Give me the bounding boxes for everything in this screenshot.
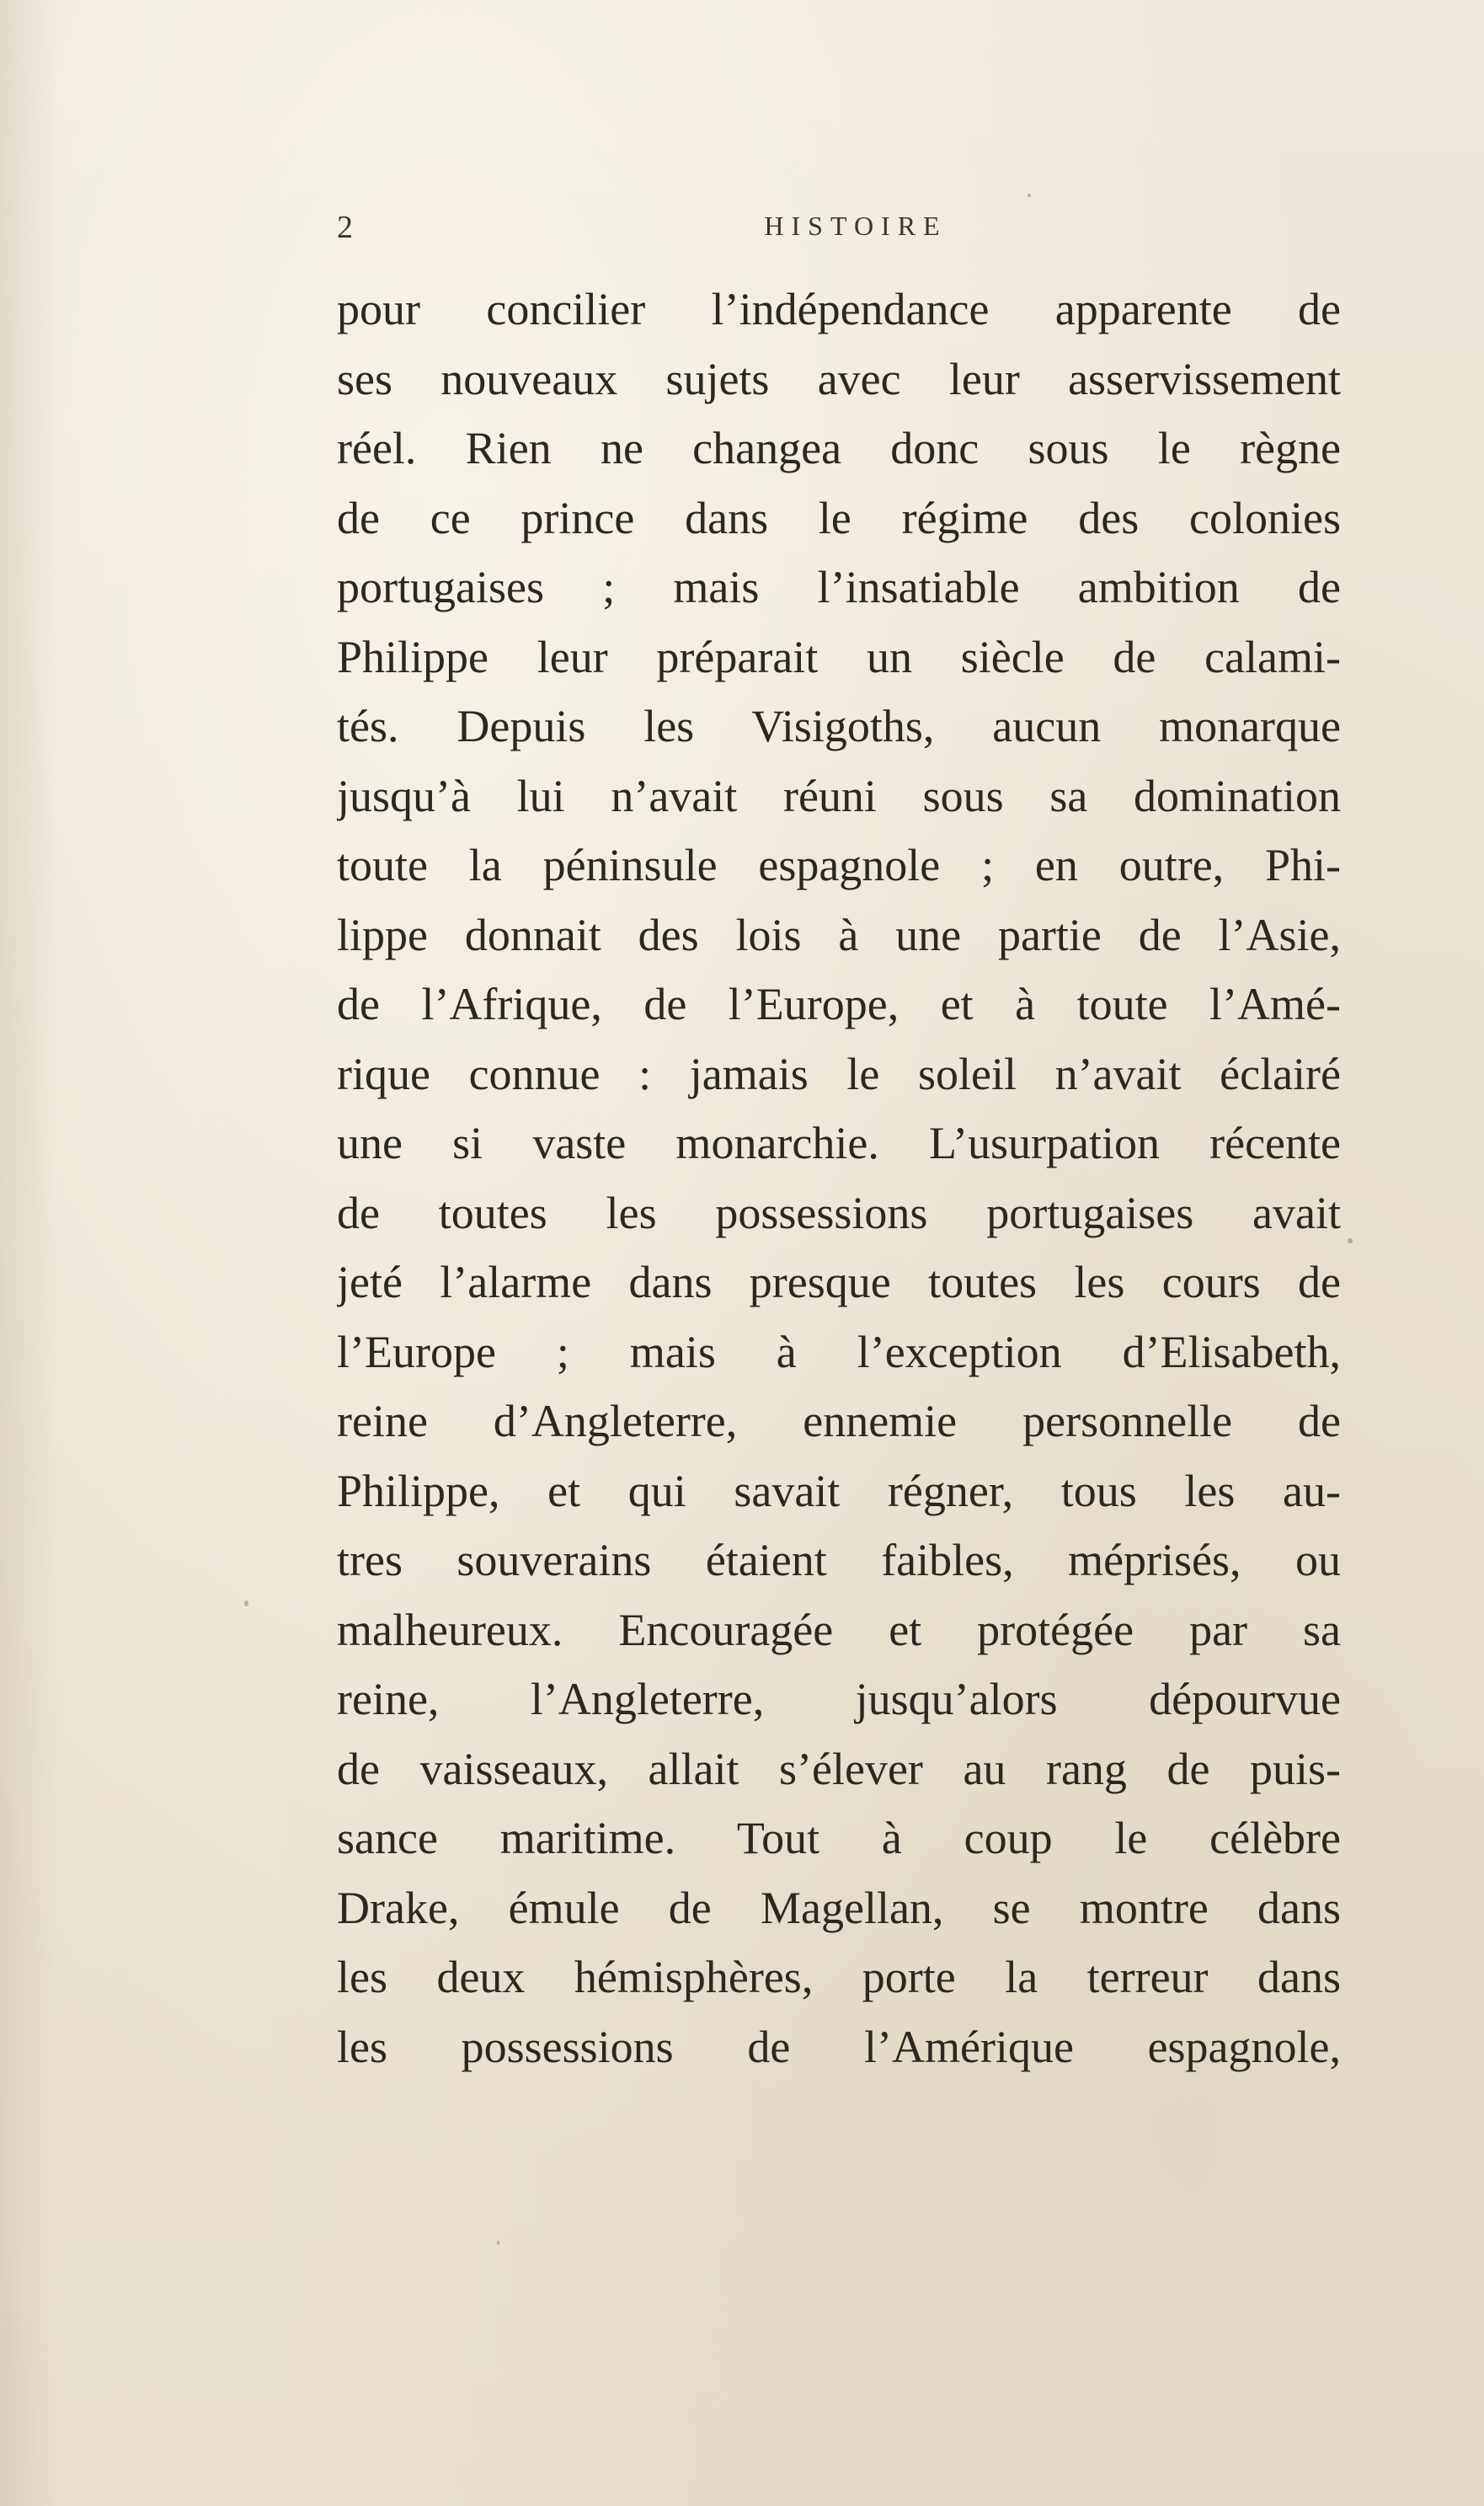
text-line: une si vaste monarchie. L’usurpation récente <box>337 1118 1341 1168</box>
text-line: rique connue : jamais le soleil n’avait éclairé <box>337 1048 1341 1099</box>
body-text <box>337 275 1341 2081</box>
paper-speck <box>244 1600 248 1606</box>
text-line: malheureux. Encouragée et protégée par sa <box>337 1604 1341 1655</box>
text-line: Drake, émule de Magellan, se montre dans <box>337 1882 1341 1933</box>
text-line: les possessions de l’Amérique espagnole, <box>337 2021 1341 2072</box>
running-title: HISTOIRE <box>764 211 948 241</box>
text-line: reine d’Angleterre, ennemie personnelle de <box>337 1396 1341 1446</box>
text-line: toute la péninsule espagnole ; en outre, Phi- <box>337 840 1341 890</box>
text-line: pour concilier l’indépendance apparente de <box>337 284 1341 334</box>
text-line: l’Europe ; mais à l’exception d’Elisabeth, <box>337 1326 1341 1377</box>
text-line: de toutes les possessions portugaises avait <box>337 1187 1341 1238</box>
running-head <box>337 209 1341 251</box>
text-line: Philippe leur préparait un siècle de calami- <box>337 631 1341 682</box>
paper-speck <box>497 2241 499 2245</box>
text-line: reine, l’Angleterre, jusqu’alors dépourvue <box>337 1674 1341 1724</box>
text-line: sance maritime. Tout à coup le célèbre <box>337 1813 1341 1863</box>
text-line: jusqu’à lui n’avait réuni sous sa domination <box>337 770 1341 821</box>
text-line: lippe donnait des lois à une partie de l’Asie, <box>337 909 1341 960</box>
text-line: portugaises ; mais l’insatiable ambition de <box>337 562 1341 612</box>
text-line: jeté l’alarme dans presque toutes les cours de <box>337 1257 1341 1307</box>
text-line: tés. Depuis les Visigoths, aucun monarque <box>337 701 1341 751</box>
paper-speck <box>1028 194 1031 197</box>
text-line: Philippe, et qui savait régner, tous les au- <box>337 1465 1341 1516</box>
paper-speck <box>1348 1238 1353 1243</box>
text-line: les deux hémisphères, porte la terreur dans <box>337 1952 1341 2002</box>
text-line: ses nouveaux sujets avec leur asservissement <box>337 353 1341 404</box>
text-line: tres souverains étaient faibles, méprisés, ou <box>337 1535 1341 1585</box>
text-line: de ce prince dans le régime des colonies <box>337 492 1341 543</box>
text-line: réel. Rien ne changea donc sous le règne <box>337 423 1341 473</box>
page-number: 2 <box>337 210 354 245</box>
text-line: de vaisseaux, allait s’élever au rang de puis- <box>337 1743 1341 1794</box>
text-line: de l’Afrique, de l’Europe, et à toute l’Amé- <box>337 979 1341 1029</box>
